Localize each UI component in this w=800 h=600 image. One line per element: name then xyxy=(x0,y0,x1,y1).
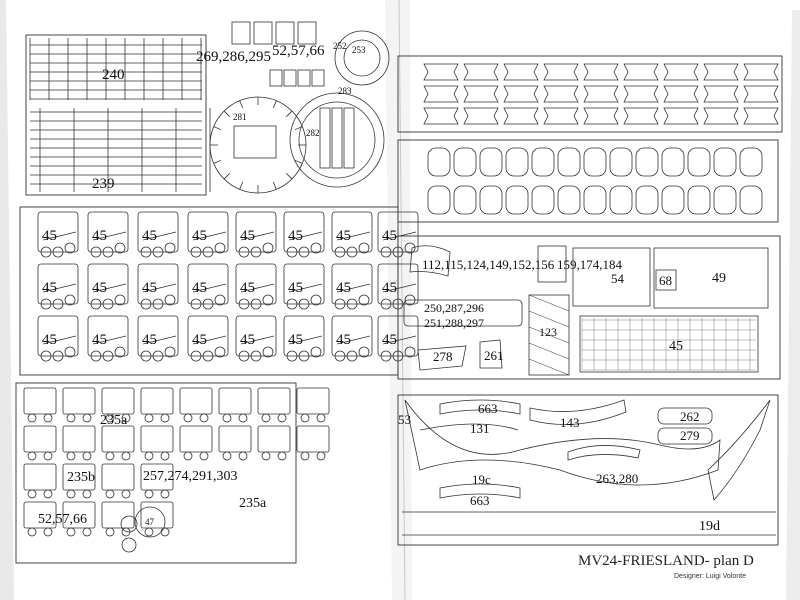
part-label-54: 54 xyxy=(611,271,624,286)
part-label-663-top: 663 xyxy=(478,401,498,416)
part-label-19c: 19c xyxy=(472,472,491,487)
part-label-278: 278 xyxy=(433,349,453,364)
part-label-269-group: 269,286,295 xyxy=(196,49,271,65)
part-label-45-cannon: 45 xyxy=(92,228,107,244)
part-label-131: 131 xyxy=(470,421,490,436)
part-label-45-cannon: 45 xyxy=(142,228,157,244)
part-label-45-cannon: 45 xyxy=(92,280,107,296)
part-label-281: 281 xyxy=(233,112,247,122)
part-label-262: 262 xyxy=(680,409,700,424)
part-label-45-cannon: 45 xyxy=(92,332,107,348)
part-label-45-cannon: 45 xyxy=(142,280,157,296)
part-label-45-cannon: 45 xyxy=(240,332,255,348)
part-label-45-cannon: 45 xyxy=(42,280,57,296)
part-label-257-group: 257,274,291,303 xyxy=(143,469,238,484)
part-label-45-cannon: 45 xyxy=(240,228,255,244)
part-label-143: 143 xyxy=(560,415,580,430)
part-label-240: 240 xyxy=(102,67,125,83)
part-label-279: 279 xyxy=(680,428,700,443)
part-label-45-cannon: 45 xyxy=(336,280,351,296)
part-label-45-cannon: 45 xyxy=(336,228,351,244)
part-label-45-cannon: 45 xyxy=(382,332,397,348)
part-label-49: 49 xyxy=(712,271,726,286)
part-label-251-group: 251,288,297 xyxy=(424,316,484,330)
plan-title: MV24-FRIESLAND- plan D xyxy=(578,553,754,569)
part-label-663-bottom: 663 xyxy=(470,493,490,508)
part-label-45-cannon: 45 xyxy=(192,332,207,348)
part-label-45-cannon: 45 xyxy=(288,332,303,348)
part-label-45-cannon: 45 xyxy=(382,280,397,296)
part-label-250-group: 250,287,296 xyxy=(424,301,484,315)
part-label-53-partial: 53 xyxy=(398,412,411,427)
part-label-112-group: 112,115,124,149,152,156 xyxy=(422,257,555,272)
part-label-45-cannon: 45 xyxy=(382,228,397,244)
part-label-52-57-66-top: 52,57,66 xyxy=(272,43,325,59)
part-label-235a-bottom: 235a xyxy=(239,496,267,511)
part-label-123: 123 xyxy=(539,325,557,339)
part-label-68: 68 xyxy=(659,273,672,288)
part-label-45-cannon: 45 xyxy=(240,280,255,296)
part-label-45-cannon: 45 xyxy=(288,228,303,244)
part-label-52-57-66-bottom: 52,57,66 xyxy=(38,512,87,527)
part-label-47: 47 xyxy=(145,517,154,527)
part-label-261: 261 xyxy=(484,348,504,363)
part-label-282: 282 xyxy=(306,128,320,138)
part-label-235b: 235b xyxy=(67,470,95,485)
part-label-45-grate: 45 xyxy=(669,339,683,354)
part-label-45-cannon: 45 xyxy=(42,332,57,348)
part-label-19d: 19d xyxy=(699,519,720,534)
part-label-45-cannon: 45 xyxy=(192,280,207,296)
part-label-45-cannon: 45 xyxy=(288,280,303,296)
part-label-239: 239 xyxy=(92,176,115,192)
part-label-45-cannon: 45 xyxy=(142,332,157,348)
part-label-263-280: 263,280 xyxy=(596,471,639,486)
part-label-159-group: 159,174,184 xyxy=(557,257,622,272)
part-label-45-cannon: 45 xyxy=(336,332,351,348)
designer-credit: Designer: Luigi Volonte xyxy=(674,573,746,580)
part-label-45-cannon: 45 xyxy=(192,228,207,244)
part-label-235a-top: 235a xyxy=(100,413,128,428)
part-label-283: 283 xyxy=(338,86,352,96)
part-label-253: 253 xyxy=(352,45,366,55)
part-label-45-cannon: 45 xyxy=(42,228,57,244)
part-label-252: 252 xyxy=(333,41,347,51)
